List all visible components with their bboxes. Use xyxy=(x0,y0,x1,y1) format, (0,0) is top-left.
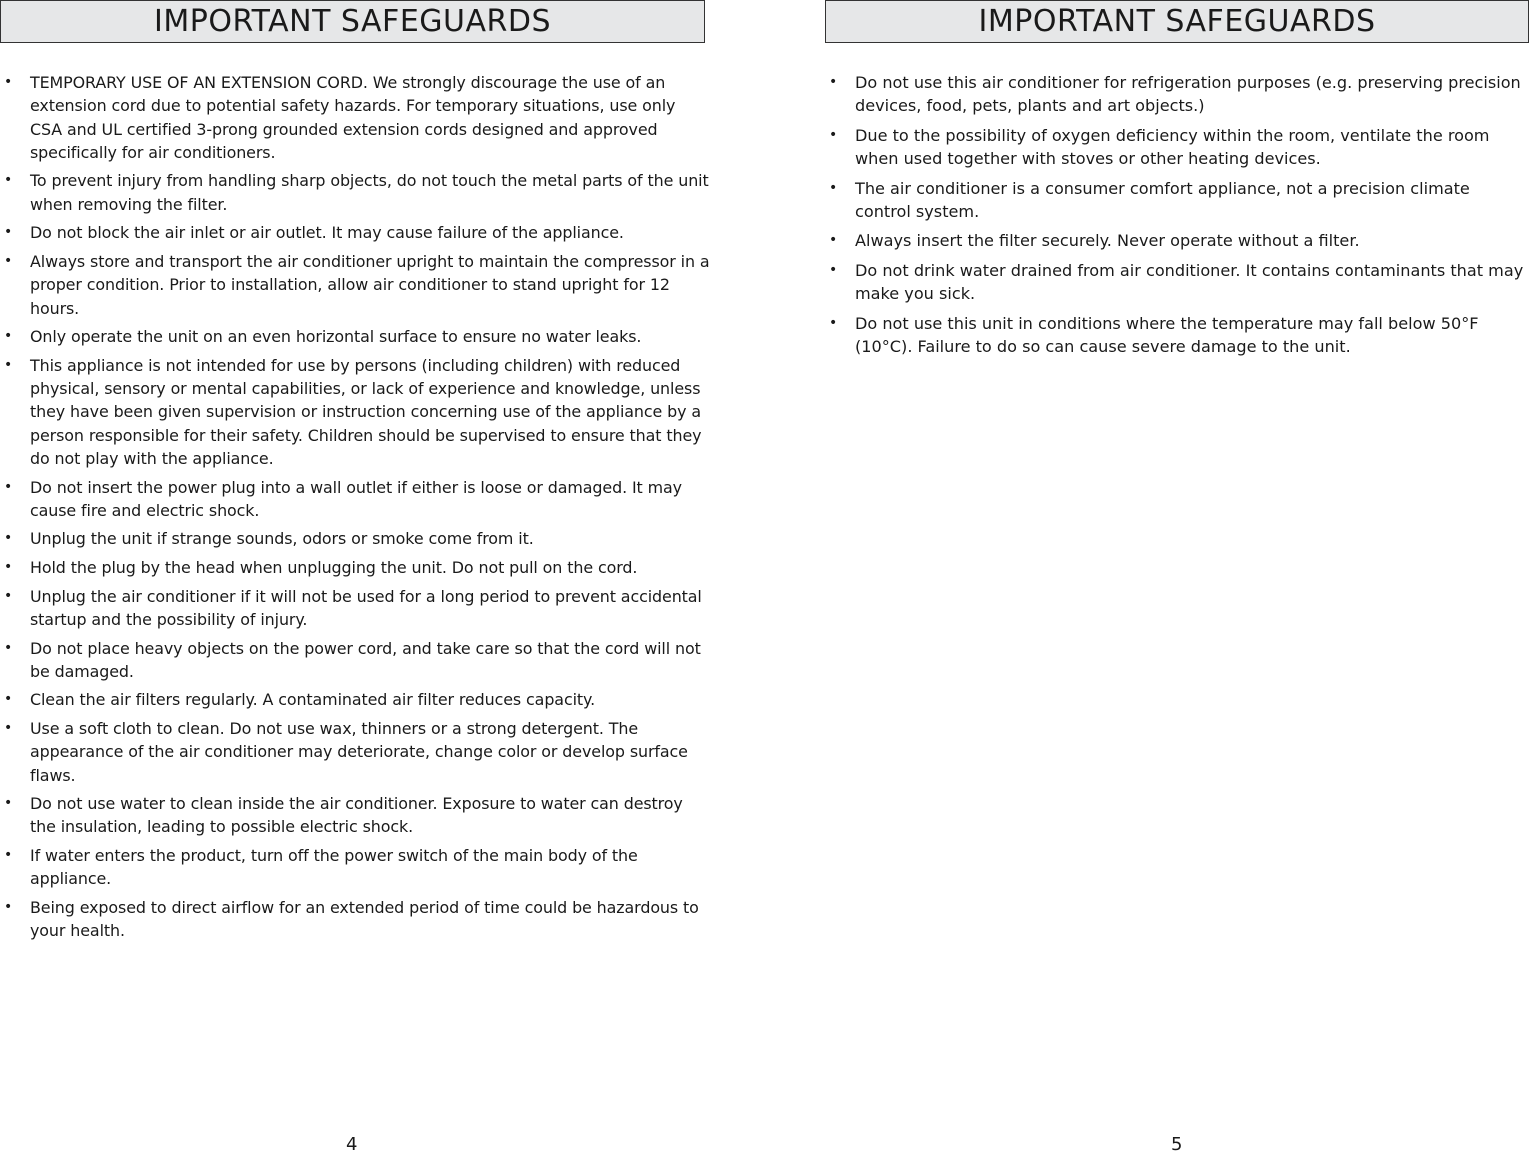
list-item-text: This appliance is not intended for use by persons (including children) with reduced physical, sensory or mental capabilities, or lack of experience and knowledge, unless they have been given supervision or instruction concerning use of the appliance by a person responsible for their safety. Children should be supervised to ensure that they do not play with the appliance. xyxy=(30,355,702,468)
bullet-icon: • xyxy=(4,478,13,495)
list-item xyxy=(4,556,710,579)
list-item-text: Hold the plug by the head when unplugging the unit. Do not pull on the cord. xyxy=(30,558,638,578)
page-number: 5 xyxy=(1171,1134,1183,1155)
list-item-text: Only operate the unit on an even horizontal surface to ensure no water leaks. xyxy=(30,327,642,347)
list-item-text: Always insert the filter securely. Never operate without a filter. xyxy=(855,231,1360,251)
list-item xyxy=(4,585,710,632)
bullet-icon: • xyxy=(4,172,13,189)
list-item-text: If water enters the product, turn off the power switch of the main body of the appliance. xyxy=(30,846,638,889)
list-item-text: Unplug the air conditioner if it will not be used for a long period to prevent accidental startup and the possibility of injury. xyxy=(30,586,702,629)
bullet-icon: • xyxy=(829,261,838,278)
list-item-text: Do not insert the power plug into a wall outlet if either is loose or damaged. It may cause fire and electric shock. xyxy=(30,477,682,520)
list-item xyxy=(4,896,710,943)
list-item-text: Do not block the air inlet or air outlet. It may cause failure of the appliance. xyxy=(30,223,624,243)
list-item-text: Being exposed to direct airflow for an extended period of time could be hazardous to your health. xyxy=(30,897,699,941)
list-item xyxy=(829,177,1530,224)
bullet-icon: • xyxy=(4,356,13,373)
list-item-text: The air conditioner is a consumer comfort appliance, not a precision climate control system. xyxy=(855,178,1470,222)
list-item-text: Do not use this air conditioner for refrigeration purposes (e.g. preserving precision devices, food, pets, plants and art objects.) xyxy=(855,73,1521,116)
list-item xyxy=(829,229,1530,252)
list-item xyxy=(4,792,710,839)
list-item xyxy=(4,637,710,684)
bullet-icon: • xyxy=(829,314,838,331)
list-item-text: Due to the possibility of oxygen deficiency within the room, ventilate the room when used together with stoves or other heating devices. xyxy=(855,125,1490,169)
list-item xyxy=(829,312,1530,359)
bullet-icon: • xyxy=(829,74,838,90)
bullet-icon: • xyxy=(4,719,13,736)
bullet-icon: • xyxy=(829,126,838,143)
list-item xyxy=(4,221,710,244)
list-item xyxy=(4,476,710,523)
bullet-icon: • xyxy=(4,224,13,241)
list-item xyxy=(4,250,710,320)
page-title-banner: IMPORTANT SAFEGUARDS xyxy=(825,0,1529,43)
list-item-text: TEMPORARY USE OF AN EXTENSION CORD. We strongly discourage the use of an extension cord due to potential safety hazards. For temporary situations, use only CSA and UL certified 3-prong grounded extension cords designed and approved specifically for air conditioners. xyxy=(30,73,676,162)
list-item xyxy=(829,71,1530,118)
bullet-icon: • xyxy=(4,691,13,708)
bullet-icon: • xyxy=(4,74,13,90)
list-item-text: Unplug the unit if strange sounds, odors or smoke come from it. xyxy=(30,529,534,549)
bullet-icon: • xyxy=(4,252,13,269)
list-item xyxy=(4,325,710,348)
list-item-text: Use a soft cloth to clean. Do not use wax, thinners or a strong detergent. The appearance of the air conditioner may deteriorate, change color or develop surface flaws. xyxy=(30,718,688,785)
bullet-icon: • xyxy=(4,639,13,656)
list-item-text: Always store and transport the air conditioner upright to maintain the compressor in a proper condition. Prior to installation, allow air conditioner to stand upright for 12 hours. xyxy=(30,251,710,318)
list-item-text: Do not place heavy objects on the power cord, and take care so that the cord will not be damaged. xyxy=(30,638,701,681)
list-item xyxy=(4,527,710,550)
bullet-icon: • xyxy=(4,328,13,345)
bullet-icon: • xyxy=(4,847,13,864)
bullet-icon: • xyxy=(4,898,13,915)
list-item xyxy=(4,717,710,787)
safeguards-list xyxy=(4,71,710,948)
bullet-icon: • xyxy=(4,795,13,812)
bullet-icon: • xyxy=(4,587,13,604)
list-item-text: Clean the air filters regularly. A contaminated air filter reduces capacity. xyxy=(30,690,596,710)
list-item-text: To prevent injury from handling sharp objects, do not touch the metal parts of the unit when removing the filter. xyxy=(30,171,709,214)
list-item-text: Do not drink water drained from air conditioner. It contains contaminants that may make you sick. xyxy=(855,260,1524,304)
bullet-icon: • xyxy=(829,179,838,196)
list-item xyxy=(4,688,710,711)
list-item xyxy=(4,354,710,470)
list-item xyxy=(4,169,710,216)
list-item xyxy=(829,259,1530,306)
list-item-text: Do not use water to clean inside the air conditioner. Exposure to water can destroy the insulation, leading to possible electric shock. xyxy=(30,794,683,837)
list-item-text: Do not use this unit in conditions where the temperature may fall below 50°F (10°C). Failure to do so can cause severe damage to the unit. xyxy=(855,313,1479,357)
page-title-banner: IMPORTANT SAFEGUARDS xyxy=(0,0,705,43)
list-item xyxy=(829,124,1530,171)
list-item xyxy=(4,844,710,891)
bullet-icon: • xyxy=(829,232,838,249)
bullet-icon: • xyxy=(4,559,13,576)
page-number: 4 xyxy=(346,1134,358,1155)
list-item xyxy=(4,71,710,164)
safeguards-list xyxy=(829,71,1530,364)
bullet-icon: • xyxy=(4,530,13,547)
